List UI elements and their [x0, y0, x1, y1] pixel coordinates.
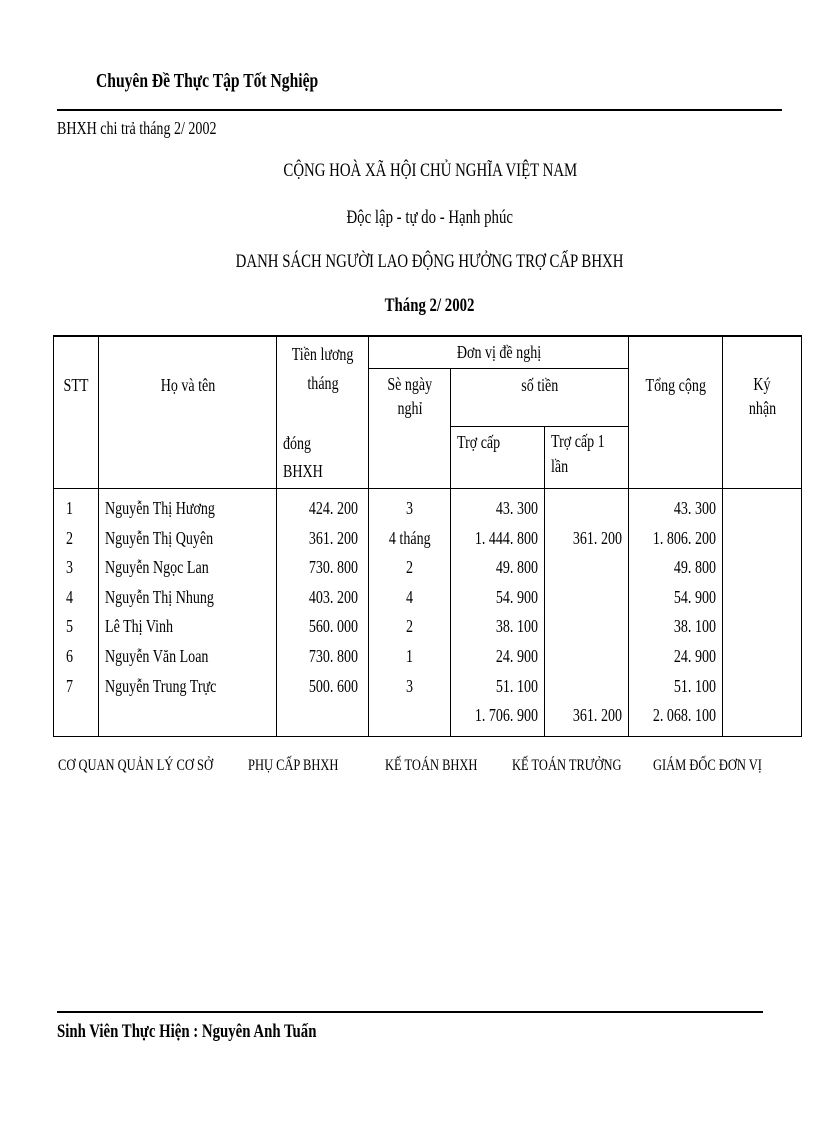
allowance-column — [451, 489, 545, 737]
table-cell-stt: 5 — [66, 616, 74, 637]
table-cell-one_time: 361. 200 — [573, 527, 623, 548]
table-cell-allowance: 38. 100 — [496, 616, 539, 637]
table-cell-salary: 730. 800 — [309, 645, 359, 666]
table-cell-name: Nguyễn Thị Quyên — [105, 527, 214, 548]
table-cell-stt: 1 — [66, 498, 74, 518]
table-cell-stt: 3 — [66, 557, 74, 578]
one-time-column — [545, 489, 629, 737]
table-cell-one_time — [551, 612, 622, 642]
table-cell-total: 24. 900 — [674, 645, 717, 666]
signature-chief-accountant: KẾ TOÁN TRƯỞNG — [512, 757, 622, 774]
header-amount: số tiền — [451, 368, 629, 426]
document-header-title: Chuyên Đề Thực Tập Tốt Nghiệp — [96, 70, 319, 92]
table-cell-allowance: 49. 800 — [496, 557, 539, 578]
name-column — [99, 489, 277, 737]
motto-heading: Độc lập - tự do - Hạnh phúc — [346, 207, 514, 228]
header-divider — [57, 109, 782, 111]
signature-director: GIÁM ĐỐC ĐƠN VỊ — [653, 757, 762, 774]
signature-allowance: PHỤ CẤP BHXH — [248, 757, 339, 774]
table-cell-salary: 424. 200 — [309, 498, 359, 518]
table-cell-total: 1. 806. 200 — [652, 527, 717, 548]
period-title: Tháng 2/ 2002 — [385, 295, 475, 316]
header-stt: STT — [54, 336, 99, 489]
table-cell-one_time — [551, 672, 622, 702]
total-column — [629, 489, 723, 737]
sign-column — [723, 489, 802, 737]
list-title: DANH SÁCH NGƯỜI LAO ĐỘNG HƯỞNG TRỢ CẤP BHXH — [236, 251, 624, 272]
totals-cell-allowance: 1. 706. 900 — [474, 705, 539, 726]
table-cell-salary: 730. 800 — [309, 557, 359, 578]
table-cell-total: 51. 100 — [674, 675, 717, 696]
header-sign: Ký nhận — [723, 336, 802, 489]
table-cell-name: Nguyễn Trung Trực — [105, 675, 217, 696]
table-cell-one_time — [551, 553, 622, 583]
totals-cell-total: 2. 068. 100 — [652, 705, 717, 726]
table-cell-days: 4 tháng — [388, 527, 431, 548]
table-cell-salary: 500. 600 — [309, 675, 359, 696]
table-cell-name: Nguyễn Thị Nhung — [105, 586, 214, 607]
table-cell-allowance: 43. 300 — [496, 498, 539, 518]
table-cell-one_time — [551, 642, 622, 672]
table-cell-name: Lê Thị Vinh — [105, 616, 174, 637]
reference-line: BHXH chi trả tháng 2/ 2002 — [57, 118, 217, 138]
table-cell-salary: 361. 200 — [309, 527, 359, 548]
table-cell-days: 4 — [406, 586, 414, 607]
table-cell-salary: 560. 000 — [309, 616, 359, 637]
signature-management: CƠ QUAN QUẢN LÝ CƠ SỞ — [58, 757, 213, 774]
table-cell-total: 54. 900 — [674, 586, 717, 607]
table-header-row — [54, 336, 802, 368]
header-allowance: Trợ cấp — [451, 426, 545, 489]
table-cell-days: 2 — [406, 557, 414, 578]
table-cell-total: 43. 300 — [674, 498, 717, 518]
table-cell-name: Nguyễn Ngọc Lan — [105, 557, 209, 578]
table-cell-stt: 7 — [66, 675, 74, 696]
table-cell-allowance: 54. 900 — [496, 586, 539, 607]
totals-cell-name — [105, 701, 270, 731]
table-cell-name: Nguyễn Văn Loan — [105, 645, 209, 666]
table-cell-allowance: 51. 100 — [496, 675, 539, 696]
header-days: Sè ngày nghỉ — [369, 368, 451, 489]
totals-cell-stt — [60, 701, 92, 731]
table-cell-name: Nguyễn Thị Hương — [105, 498, 215, 518]
allowance-table — [53, 335, 802, 737]
signature-bhxh-accountant: KẾ TOÁN BHXH — [385, 757, 478, 774]
table-cell-one_time — [551, 494, 622, 524]
table-cell-total: 49. 800 — [674, 557, 717, 578]
header-salary-bottom: đóng BHXH — [277, 426, 369, 489]
table-cell-total: 38. 100 — [674, 616, 717, 637]
table-cell-days: 3 — [406, 498, 414, 518]
header-one-time: Trợ cấp 1 lần — [545, 426, 629, 489]
totals-cell-days — [375, 701, 444, 731]
table-cell-stt: 4 — [66, 586, 74, 607]
header-total: Tổng cộng — [629, 336, 723, 489]
footer-author: Sinh Viên Thực Hiện : Nguyên Anh Tuấn — [57, 1021, 317, 1042]
table-body-row — [54, 489, 802, 737]
totals-cell-one_time: 361. 200 — [573, 705, 623, 726]
table-cell-salary: 403. 200 — [309, 586, 359, 607]
header-unit-proposal: Đơn vị đề nghị — [369, 336, 629, 368]
header-salary-top: Tiền lương tháng — [277, 336, 369, 426]
table-cell-stt: 6 — [66, 645, 74, 666]
table-cell-one_time — [551, 583, 622, 613]
nation-heading: CỘNG HOÀ XÃ HỘI CHỦ NGHĨA VIỆT NAM — [283, 160, 577, 181]
salary-column — [277, 489, 369, 737]
stt-column — [54, 489, 99, 737]
days-column — [369, 489, 451, 737]
table-cell-days: 3 — [406, 675, 414, 696]
table-cell-allowance: 24. 900 — [496, 645, 539, 666]
totals-cell-salary — [283, 701, 358, 731]
header-name: Họ và tên — [99, 336, 277, 489]
footer-divider — [57, 1011, 763, 1013]
table-cell-days: 1 — [406, 645, 414, 666]
table-cell-days: 2 — [406, 616, 414, 637]
table-cell-allowance: 1. 444. 800 — [474, 527, 539, 548]
table-cell-stt: 2 — [66, 527, 74, 548]
